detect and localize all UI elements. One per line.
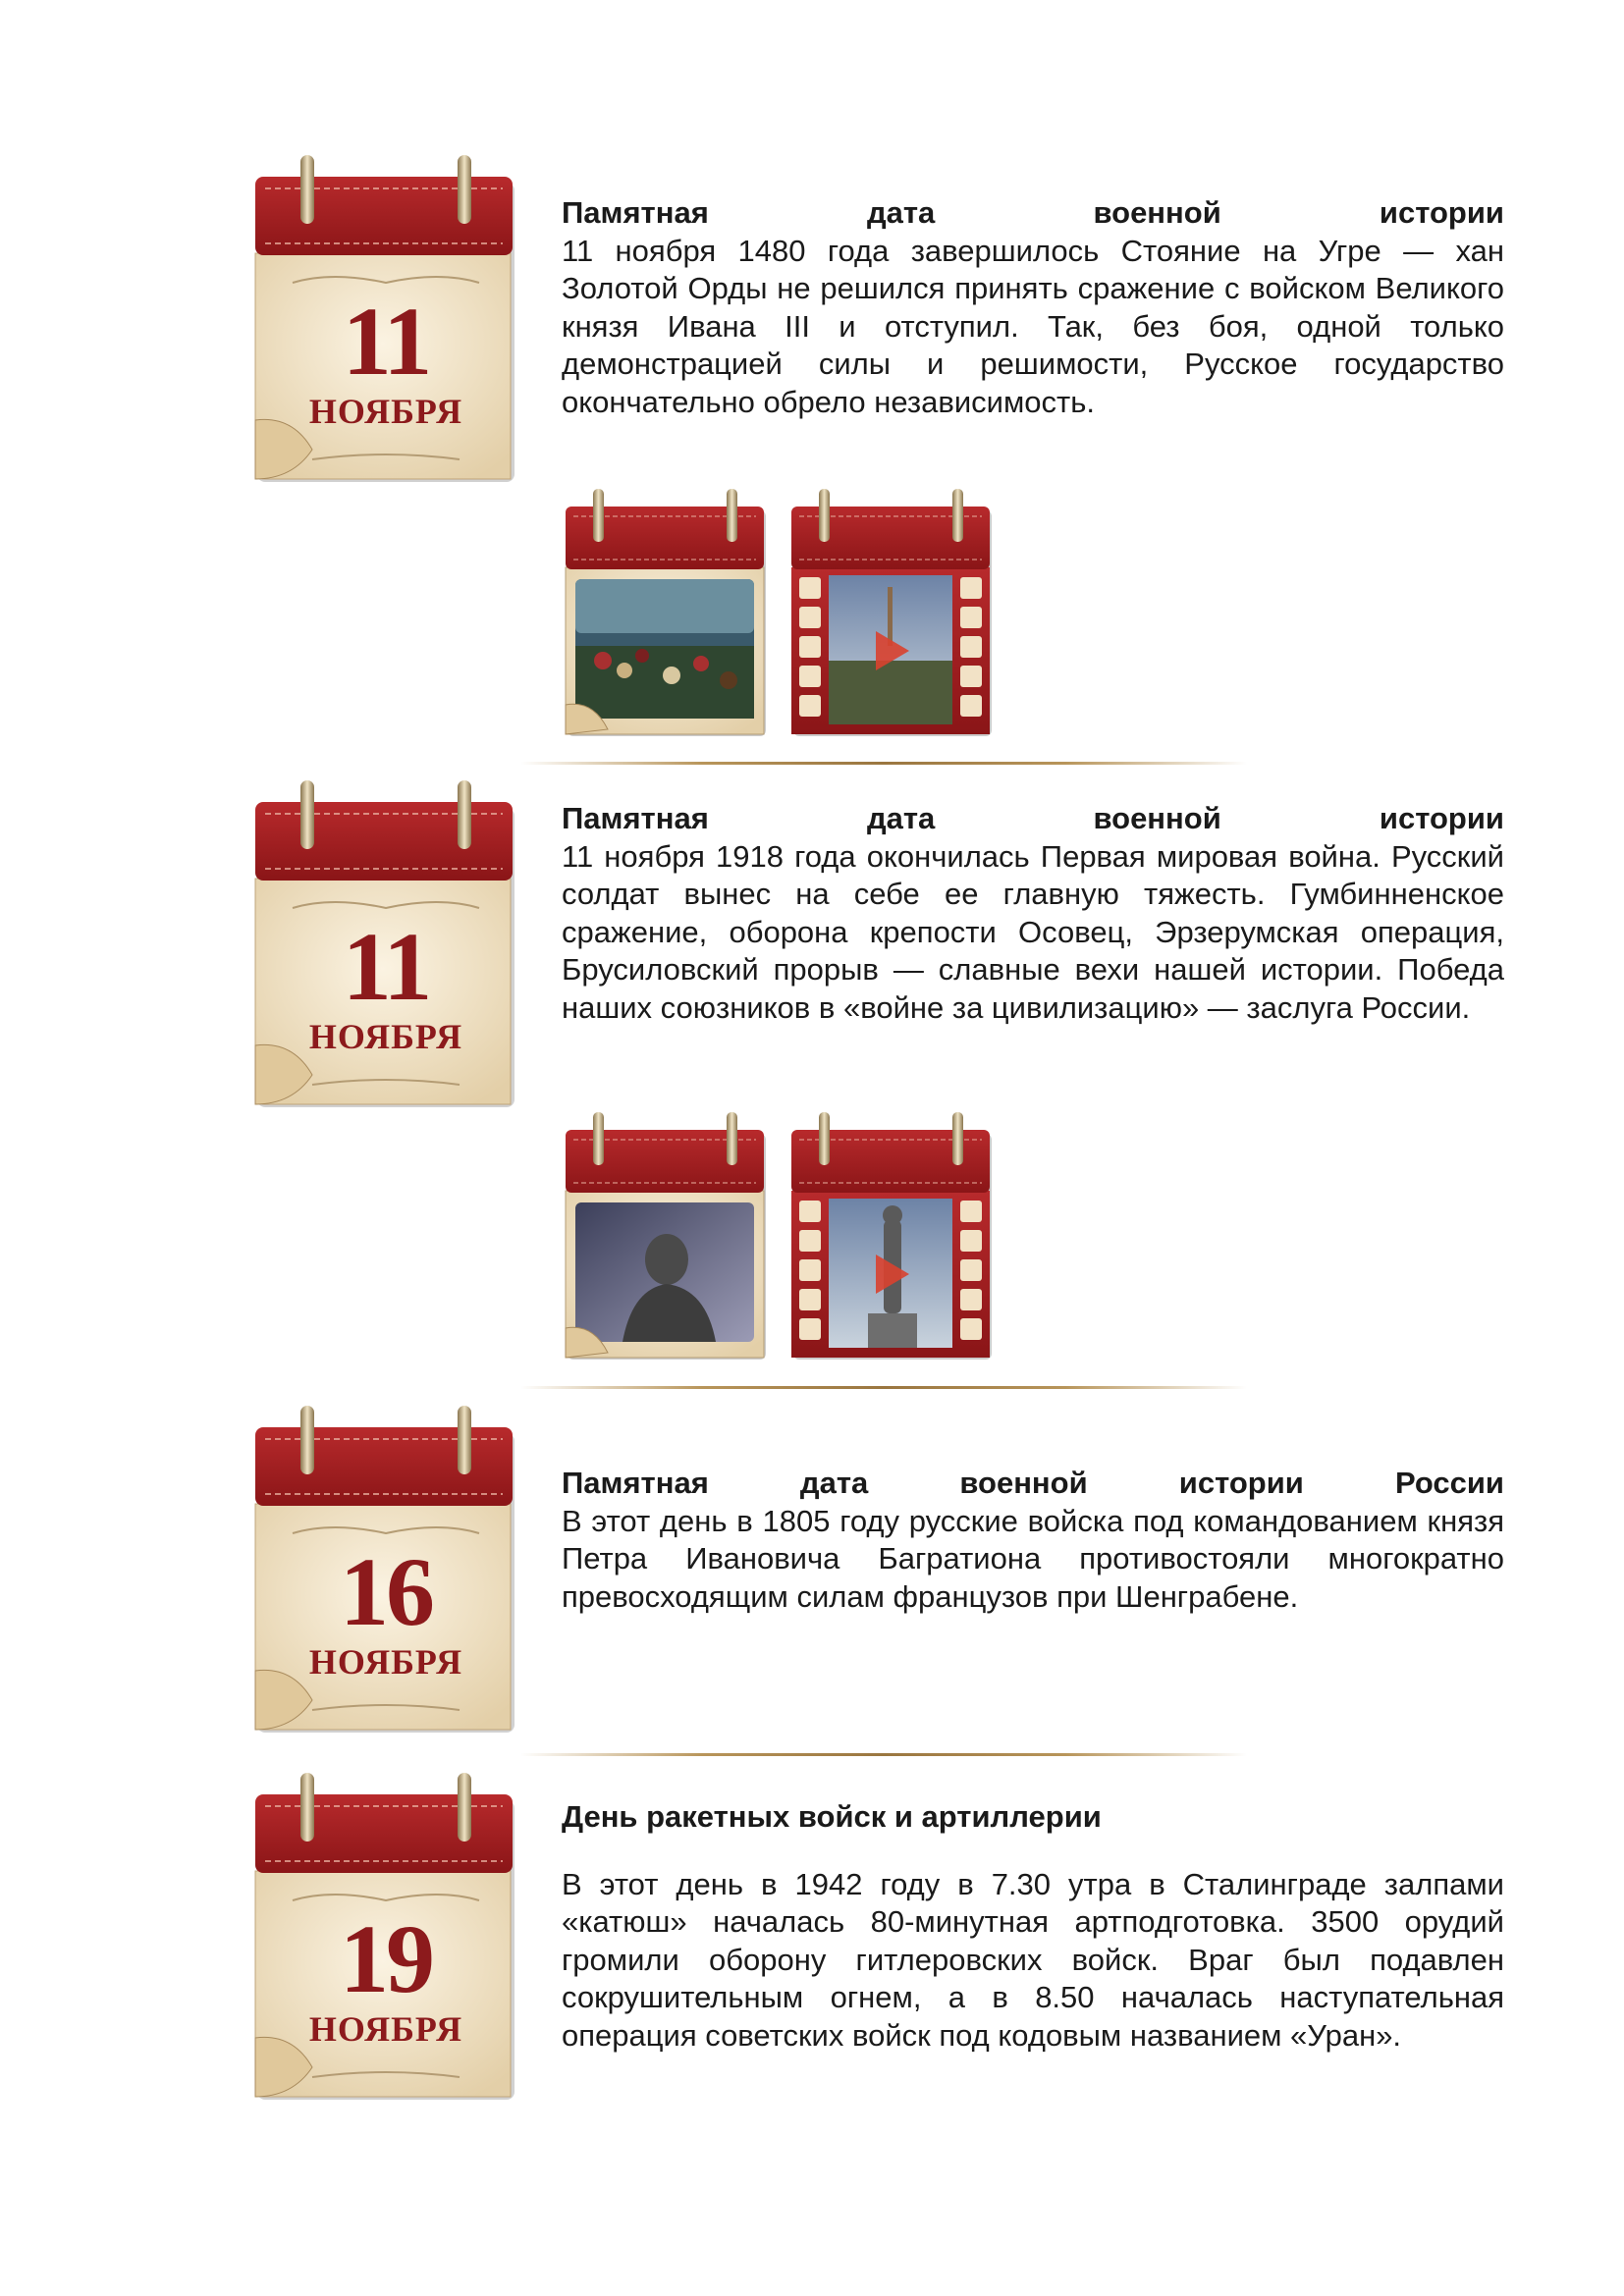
entry-title: День ракетных войск и артиллерии: [562, 1799, 1102, 1834]
entry-body: В этот день в 1942 году в 7.30 утра в Сталинграде залпами «катюш» началась 80-минутная артподготовка. 3500 орудий громили оборону гитлеровских войск. Враг был подавлен сокрушительным огнем, а в 8.50 началась наступательная операция советских войск под кодовым названием «Уран».: [562, 1866, 1504, 2053]
entry-body: 11 ноября 1480 года завершилось Стояние на Угре — хан Золотой Орды не решился принять сражение с войском Великого князя Ивана III и отступил. Так, без боя, одной только демонстрацией силы и решимости, Русское государство окончательно обрело независимость.: [562, 233, 1504, 419]
play-icon: [789, 1112, 996, 1362]
calendar-date-icon: [253, 1406, 518, 1739]
entry-body: 11 ноября 1918 года окончилась Первая мировая война. Русский солдат вынес на себе ее главную тяжесть. Гумбинненское сражение, оборона крепости Осовец, Эрзерумская операция, Брусиловский прорыв — славные вехи нашей истории. Победа наших союзников в «войне за цивилизацию» — заслуга России.: [562, 838, 1504, 1025]
calendar-day: 19: [340, 1904, 432, 2013]
calendar-month: НОЯБРЯ: [308, 2009, 463, 2049]
entry-title: Памятная дата военной истории России: [562, 1466, 1504, 1500]
section-divider: [520, 1753, 1247, 1756]
calendar-date-icon: [253, 1773, 518, 2107]
section-divider: [520, 762, 1247, 765]
entry-text: [562, 800, 1504, 1027]
painting-thumbnail: [564, 489, 770, 739]
calendar-month: НОЯБРЯ: [308, 1642, 463, 1682]
photo-gallery-button[interactable]: [564, 1112, 770, 1362]
calendar-month: НОЯБРЯ: [308, 392, 463, 431]
calendar-day: 11: [342, 912, 430, 1021]
calendar-day: 11: [342, 287, 430, 396]
calendar-day: 16: [340, 1537, 432, 1646]
entry-body: В этот день в 1805 году русские войска под командованием князя Петра Ивановича Багратиона противостояли многократно превосходящим силам французов при Шенграбене.: [562, 1503, 1504, 1614]
entry-text: [562, 1798, 1504, 2055]
video-play-button[interactable]: [789, 489, 996, 739]
entry-title: Памятная дата военной истории: [562, 801, 1504, 835]
entry-title: Памятная дата военной истории: [562, 195, 1504, 230]
video-play-button[interactable]: [789, 1112, 996, 1362]
entry-text: [562, 1465, 1504, 1616]
calendar-month: НОЯБРЯ: [308, 1017, 463, 1056]
play-icon: [789, 489, 996, 739]
calendar-date-icon: [253, 155, 518, 489]
entry-text: [562, 194, 1504, 421]
calendar-date-icon: [253, 780, 518, 1114]
photo-gallery-button[interactable]: [564, 489, 770, 739]
monument-thumbnail: [564, 1112, 770, 1362]
section-divider: [520, 1386, 1247, 1389]
